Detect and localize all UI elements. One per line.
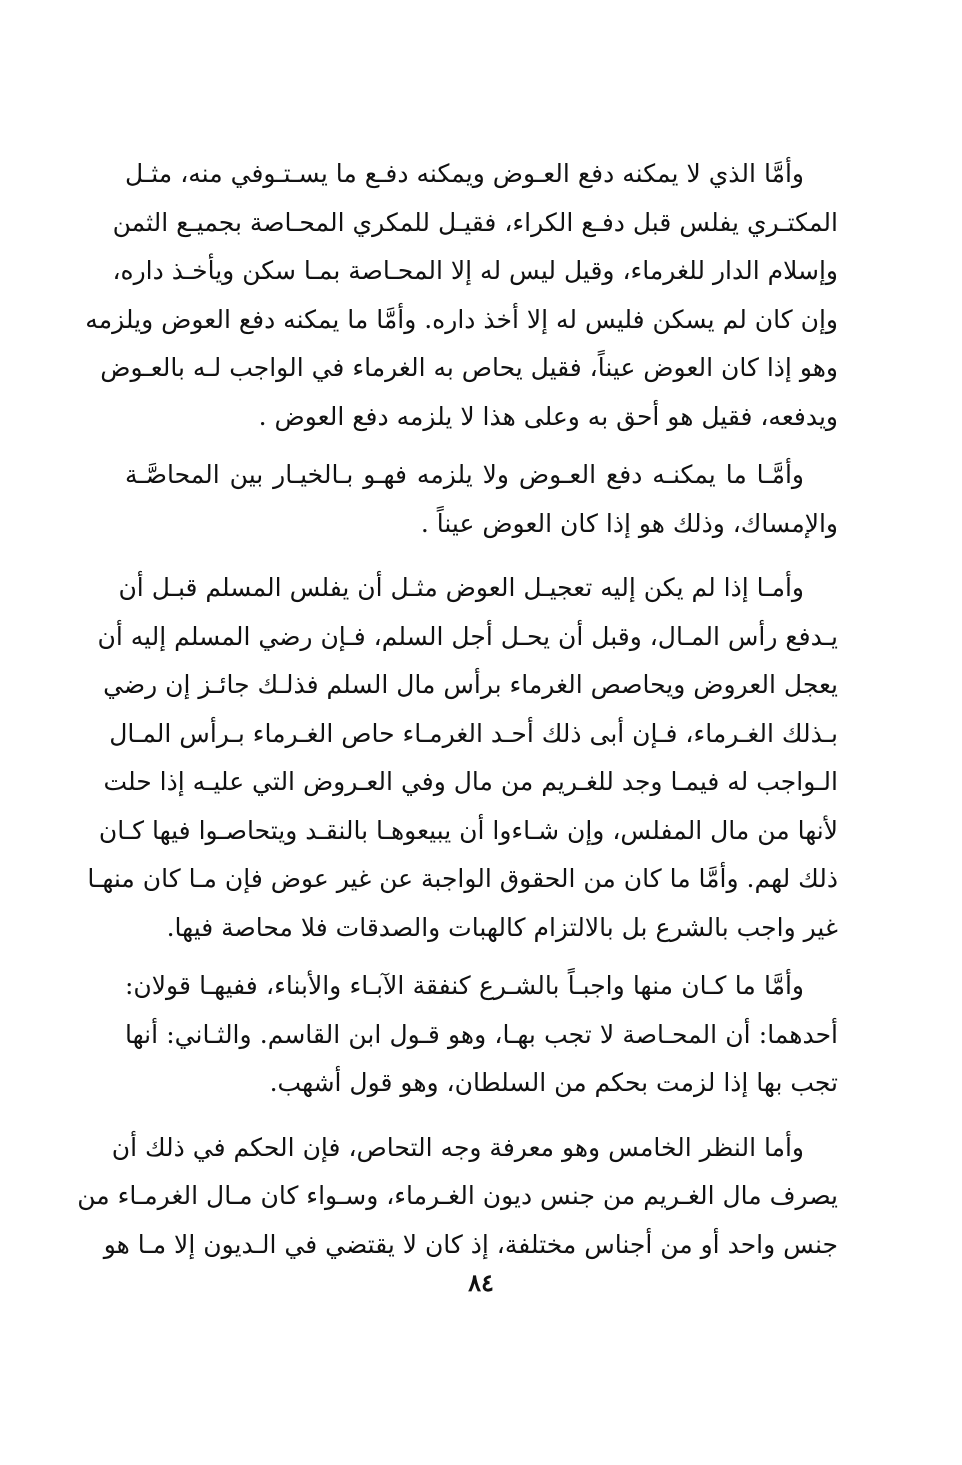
paragraph-3 (87, 564, 838, 952)
text-line: وأمَّا الذي لا يمكنه دفع العـوض ويمكنه دفـع ما يسـتـوفي منه، مثـل (125, 159, 804, 188)
paragraph-4 (125, 962, 838, 1108)
paragraph-1 (85, 150, 838, 441)
text-line: تجب بها إذا لزمت بحكم من السلطان، وهو قول أشهب. (269, 1068, 838, 1097)
text-line: وأمـا إذا لم يكن إليه تعجيـل العوض مثـل أن يفلس المسلم قبـل أن (118, 573, 804, 602)
text-line: يـدفع رأس المـال، وقبل أن يحـل أجل السلم، فـإن رضي المسلم إليه أن (97, 621, 838, 651)
page-number: ٨٤ (468, 1268, 494, 1297)
text-line: وأمَّـا ما يمكنـه دفع العـوض ولا يلزمه فهـو بـالخيـار بين المحاصَّـة (125, 460, 804, 489)
text-line: يعجل العروض ويحاصص الغرماء برأس مال السلم فذلـك جائـز إن رضي (103, 670, 838, 699)
text-line: وهو إذا كان العوض عيناً، فقيل يحاص به الغرماء في الواجب لـه بالعـوض (100, 353, 838, 382)
text-line: وأمَّا ما كـان منها واجبـاً بالشـرع كنفقة الآبـاء والأبناء، ففيهـا قولان: (125, 971, 804, 1000)
text-line: بـذلك الغـرماء، فـإن أبى ذلك أحـد الغرمـاء حاص الغـرماء بـرأس المـال (109, 718, 838, 748)
text-line: وإسلام الدار للغرماء، وقيل ليس له إلا المحـاصة بمـا سكن ويأخـذ داره، (112, 256, 838, 285)
text-line: لأنها من مال المفلس، وإن شـاءوا أن يبيعوهـا بالنقـد ويتحاصـوا فيها كـان (98, 815, 838, 845)
text-line: غير واجب بالشرع بل بالالتزام كالهبات والصدقات فلا محاصة فيها. (166, 912, 838, 942)
text-line: أحدهما: أن المحـاصة لا تجب بهـا، وهو قـول ابن القاسم. والثـاني: أنها (125, 1019, 838, 1049)
text-line: الـواجب له فيمـا وجد للغـريم من مال وفي العـروض التي عليـه إذا حلت (103, 767, 838, 796)
text-line: والإمساك، وذلك هو إذا كان العوض عيناً . (420, 508, 838, 538)
text-line: يصرف مال الغـريم من جنس ديون الغـرماء، وسـواء كان مـال الغرمـاء من (77, 1181, 838, 1210)
text-line: وأما النظر الخامس وهو معرفة وجه التحاص، فإن الحكم في ذلك أن (111, 1132, 804, 1162)
text-line: جنس واحد أو من أجناس مختلفة، إذ كان لا يقتضي في الـديون إلا مـا هو (103, 1229, 838, 1259)
text-line: وإن كان لم يسكن فليس له إلا أخذ داره. وأمَّا ما يمكنه دفع العوض ويلزمه (85, 304, 838, 334)
page-body (77, 150, 838, 1269)
text-line: المكتـري يفلس قبل دفـع الكراء، فقيـل للمكري المحـاصة بجميـع الثمن (112, 207, 838, 237)
paragraph-2 (125, 451, 838, 548)
text-line: ويدفعه، فقيل هو أحق به وعلى هذا لا يلزمه دفع العوض . (258, 401, 838, 431)
paragraph-5 (77, 1124, 838, 1270)
text-line: ذلك لهم. وأمَّا ما كان من الحقوق الواجبة عن غير عوض فإن مـا كان منهـا (87, 864, 838, 893)
